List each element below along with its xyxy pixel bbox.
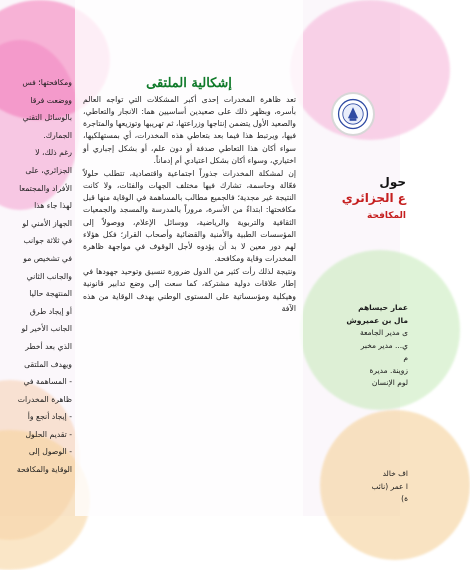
left-line: - تقديم الحلول — [25, 429, 72, 439]
left-line: أو إيجاد طرق — [29, 306, 72, 316]
problem-statement-text — [83, 94, 296, 316]
speaker-line: ى مدير الجامعة — [360, 328, 408, 337]
speaker-line: م — [403, 353, 408, 362]
left-line: - الوصول إلى — [28, 447, 72, 457]
left-line: ومكافحتها؛ فس — [22, 78, 72, 87]
logo-emblem-icon — [336, 97, 370, 131]
left-line: في تشخيص مو — [23, 253, 72, 263]
paragraph: ونتيجة لذلك رأت كثير من الدول ضرورة تنسيق وتوحيد جهودها في إطار علاقات دولية مشتركة، كما سعت إلى وضع تدابير قانونية وهيكلية ومؤسساتية على المستوى الوطني بهدف الوقاية من هذه الآفة — [83, 267, 296, 313]
cover-panel — [303, 0, 408, 516]
speaker-line: ي... مدير مخبر — [360, 340, 408, 350]
cover-subtitle: المكافحة — [367, 211, 406, 221]
speaker-line: ة) — [401, 494, 408, 503]
left-line: - المساهمة في — [23, 377, 72, 387]
left-line: الذي بعد أخطر — [25, 341, 72, 351]
left-line: والجانب الثاني — [26, 271, 72, 281]
left-line: الجهاز الأمني لو — [22, 218, 72, 228]
left-line: الوقاية والمكافحة — [16, 465, 72, 475]
left-line: بالوسائل التقني — [22, 113, 72, 123]
speaker-line: عمار حيساهم — [358, 303, 408, 312]
left-line: ويهدف الملتقى — [24, 359, 72, 369]
left-line: - إيجاد أنجع وأ — [27, 412, 72, 422]
section-title: إشكالية الملتقى — [146, 76, 232, 91]
left-line: الجانب الأخير لو — [21, 324, 72, 334]
left-column-text — [0, 74, 72, 479]
speaker-line: لوم الإنسان — [371, 378, 408, 387]
left-line: الجزائري، على — [25, 165, 72, 175]
speaker-line: زوينة. مديرة — [369, 365, 408, 375]
left-line: ووضعت فرقا — [30, 95, 72, 105]
paragraph: تعد ظاهرة المخدرات إحدى أكبر المشكلات التي تواجه العالم بأسره، وبظهر ذلك على صعيدين أساسيين هما: الانجار والتعاطي، والصعيد الأول يتضمن إنتاجها وزراعتها، ثم تهريبها وتوزيعها والمتاجرة فيها، ويرتبط هذا فيما بعد بتعاطي هذه المخدرات، أي بمستهلكيها، سواء أكان هذا التعاطي صدفة أو دون علم، أو بشكل إجباري أو اختياري، وسواء أكان بشكل اعتيادي أم إدماناً. — [83, 95, 296, 165]
paragraph: إن لمشكلة المخدرات جذوراً اجتماعية واقتصادية، تتطلب حلولاً فعّالة وحاسمة، تشارك فيها مختلف الجهات والفئات، ولا كانت النتيجة غير مجدية؛ فالجميع مطالب بالمساهمة في الوقاية منها قبل مكافحتها: ابتداءً من الأسرة، مروراً بالمدرسة والمسجد والجمعيات الثقافية والتربوية والرياضية، ووسائل الإعلام، ووصولاً إلى المؤسسات الطبية والأمنية والقضائية وأصحاب القرار؛ فكل هؤلاء لهم دور معين لا بد أن يؤدوه لأجل الوقوف في مواجهة ظاهرة المخدرات وقاية ومكافحة. — [83, 168, 296, 264]
cover-title-line: ع الجزائري — [341, 191, 406, 205]
left-line: في ثلاثة جوانب — [23, 236, 72, 246]
right-panel — [303, 0, 408, 516]
left-line: ظاهرة المخدرات — [17, 394, 72, 404]
left-line: الأفراد والمجتمعا — [19, 183, 72, 193]
left-line: المنتهجة حاليا — [29, 289, 72, 299]
speakers-list — [248, 302, 408, 390]
left-line: لهذا جاء هذا — [34, 201, 72, 211]
middle-panel — [75, 0, 303, 516]
left-panel — [0, 0, 75, 516]
speaker-line: اف خالد — [382, 469, 408, 478]
speaker-line: مال بن عميروش — [346, 315, 408, 325]
left-line: رغم ذلك، لا — [35, 148, 72, 158]
university-logo-icon — [331, 92, 375, 136]
speaker-line: ا عمر (نائب — [371, 481, 408, 491]
cover-title-line: حول — [379, 175, 406, 189]
speakers-list-footer — [268, 468, 408, 506]
left-line: الجمارك. — [43, 130, 72, 140]
